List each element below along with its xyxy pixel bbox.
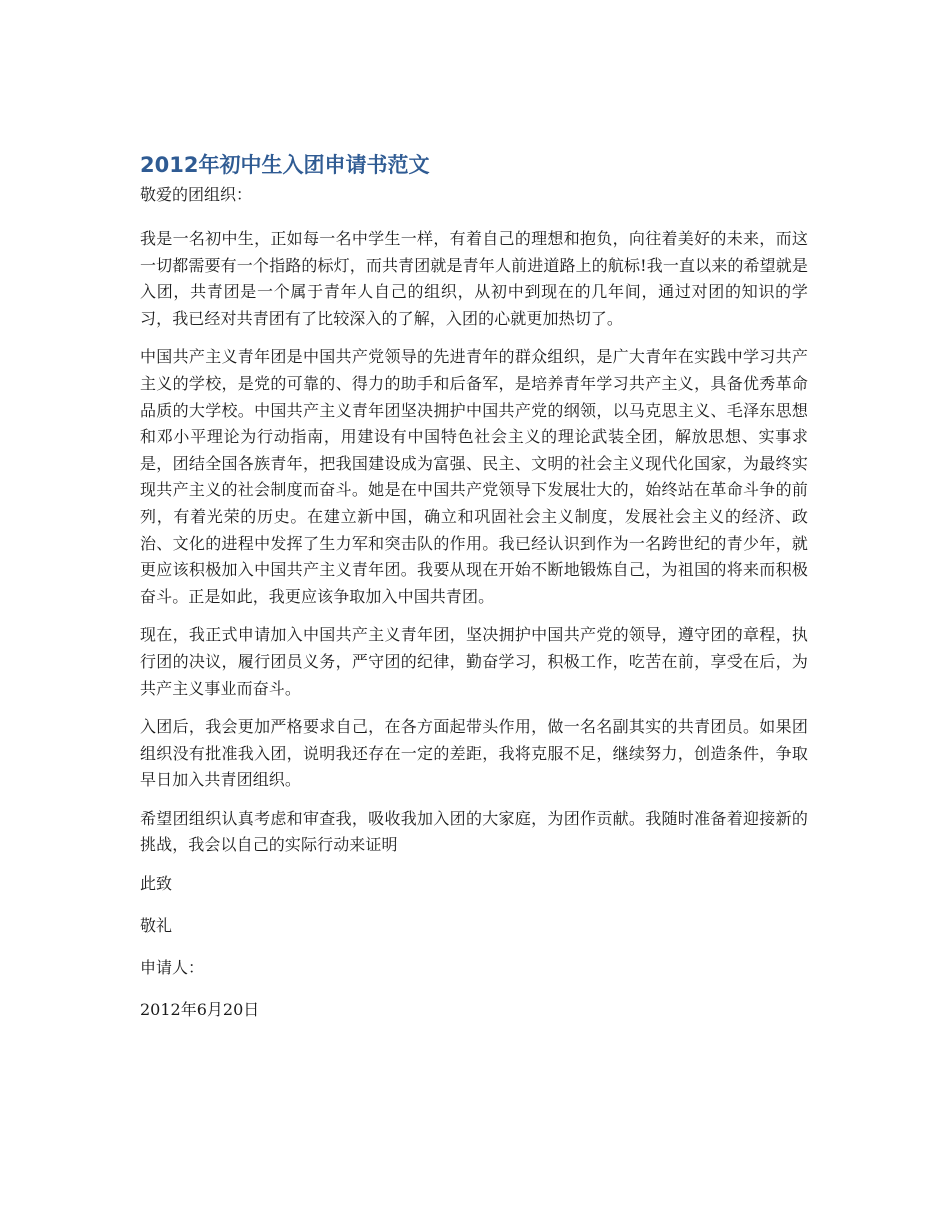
page-title: 2012年初中生入团申请书范文 [140,153,430,177]
document-page [140,150,808,1039]
salutation: 敬爱的团组织： [140,185,253,204]
body-paragraph-3: 现在，我正式申请加入中国共产主义青年团，坚决拥护中国共产党的领导，遵守团的章程，执行团的决议，履行团员义务，严守团的纪律，勤奋学习，积极工作，吃苦在前，享受在后，为共产主义事业而奋斗。 [140,625,808,698]
closing-greeting: 此致 [140,874,173,894]
body-paragraph-1: 我是一名初中生，正如每一名中学生一样，有着自己的理想和抱负，向往着美好的未来，而这一切都需要有一个指路的标灯，而共青团就是青年人前进道路上的航标!我一直以来的希望就是入团，共青团是一个属于青年人自己的组织，从初中到现在的几年间，通过对团的知识的学习，我已经对共青团有了比较深入的了解，入团的心就更加热切了。 [140,229,808,328]
body-paragraph-5: 希望团组织认真考虑和审查我，吸收我加入团的大家庭，为团作贡献。我随时准备着迎接新的挑战，我会以自己的实际行动来证明 [140,808,808,855]
body-paragraph-4: 入团后，我会更加严格要求自己，在各方面起带头作用，做一名名副其实的共青团员。如果团组织没有批准我入团，说明我还存在一定的差距，我将克服不足，继续努力，创造条件，争取早日加入共青团组织。 [140,717,808,790]
signature-date: 2012年6月20日 [140,1000,260,1020]
applicant-label: 申请人： [140,958,205,978]
closing-salute: 敬礼 [140,916,173,936]
body-paragraph-2: 中国共产主义青年团是中国共产党领导的先进青年的群众组织，是广大青年在实践中学习共产主义的学校，是党的可靠的、得力的助手和后备军，是培养青年学习共产主义，具备优秀革命品质的大学校。中国共产主义青年团坚决拥护中国共产党的纲领，以马克思主义、毛泽东思想和邓小平理论为行动指南，用建设有中国特色社会主义的理论武装全团，解放思想、实事求是，团结全国各族青年，把我国建设成为富强、民主、文明的社会主义现代化国家，为最终实现共产主义的社会制度而奋斗。她是在中国共产党领导下发展壮大的，始终站在革命斗争的前列，有着光荣的历史。在建立新中国，确立和巩固社会主义制度，发展社会主义的经济、政治、文化的进程中发挥了生力军和突击队的作用。我已经认识到作为一名跨世纪的青少年，就更应该积极加入中国共产主义青年团。我要从现在开始不断地锻炼自己，为祖国的将来而积极奋斗。正是如此，我更应该争取加入中国共青团。 [140,347,808,606]
